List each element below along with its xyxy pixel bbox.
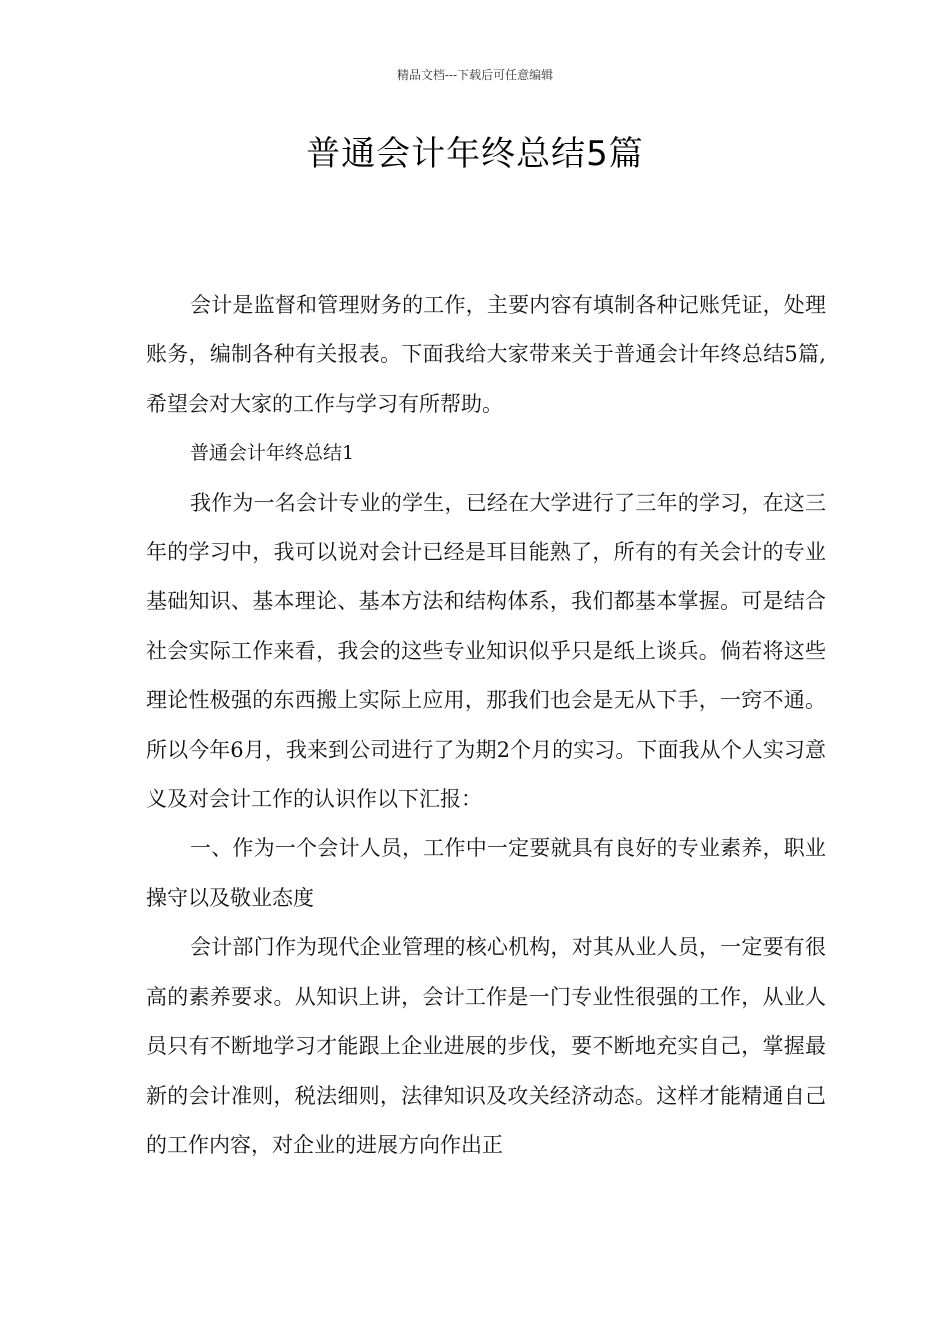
- body-paragraph: 会计部门作为现代企业管理的核心机构，对其从业人员，一定要有很高的素养要求。从知识上讲，会计工作是一门专业性很强的工作，从业人员只有不断地学习才能跟上企业进展的步伐，要不断地充实自己，掌握最新的会计准则，税法细则，法律知识及攻关经济动态。这样才能精通自己的工作内容，对企业的进展方向作出正: [146, 935, 826, 1157]
- document-body: [146, 281, 826, 1170]
- subsection-heading: 一、作为一个会计人员，工作中一定要就具有良好的专业素养，职业操守以及敬业态度: [146, 836, 826, 910]
- section-heading: 普通会计年终总结1: [190, 442, 355, 465]
- body-paragraph: 我作为一名会计专业的学生，已经在大学进行了三年的学习，在这三年的学习中，我可以说对会计已经是耳目能熟了，所有的有关会计的专业基础知识、基本理论、基本方法和结构体系，我们都基本掌握。可是结合社会实际工作来看，我会的这些专业知识似乎只是纸上谈兵。倘若将这些理论性极强的东西搬上实际上应用，那我们也会是无从下手，一窍不通。所以今年6月，我来到公司进行了为期2个月的实习。下面我从个人实习意义及对会计工作的认识作以下汇报：: [146, 490, 826, 812]
- header-note: 精品文档---下载后可任意编辑: [396, 68, 554, 82]
- intro-paragraph: 会计是监督和管理财务的工作，主要内容有填制各种记账凭证，处理账务，编制各种有关报表。下面我给大家带来关于普通会计年终总结5篇,希望会对大家的工作与学习有所帮助。: [146, 293, 826, 416]
- document-title: 普通会计年终总结5篇: [306, 134, 644, 174]
